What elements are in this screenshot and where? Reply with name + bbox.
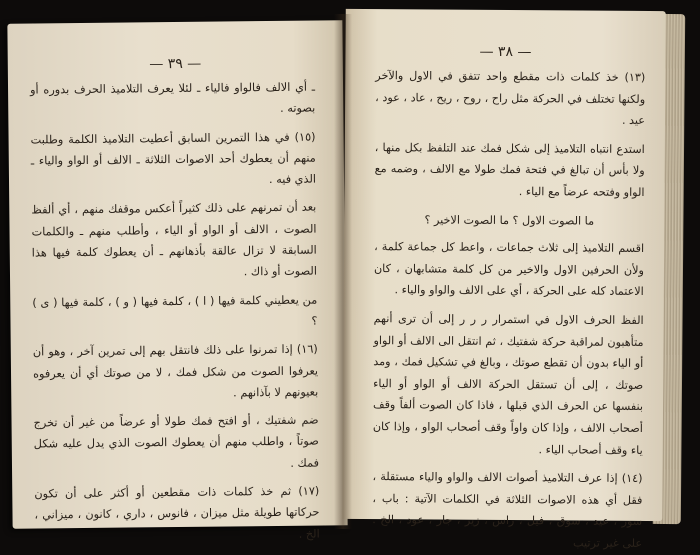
left-paragraph: بعد أن تمرنهم على ذلك كثيراً أعكس موقفك منهم ، أي ألفظ الصوت ، الالف أو الواو أو الياء ، وأطلب منهم ـ والكلمات السابقة لا تزال عالقة بأذهانهم ـ أن يعطوك كلمة فيها هذا الصوت أو ذاك . bbox=[31, 201, 318, 279]
left-page-number: — ٣٩ — bbox=[149, 55, 202, 73]
left-paragraph: (١٧) ثم خذ كلمات ذات مقطعين أو أكثر على أن تكون حركاتها طويلة مثل ميزان ، فانوس ، داري ، كانون ، ميزاني ، الخ . bbox=[34, 484, 320, 541]
left-paragraph: (١٥) في هذا التمرين السابق أعطيت التلاميذ الكلمة وطلبت منهم أن يعطوك أحد الاصوات الثلاثة ـ الالف أو الواو والياء ـ الذي فيه . bbox=[30, 130, 317, 187]
right-paragraph: اقسم التلاميذ إلى ثلاث جماعات ، واعط كل جماعة كلمة ، ولأن الحرفين الاول والاخير من كل كلمة متشابهان ، كان الاعتماد كله على الحركة ، أي على الالف والواو والياء . bbox=[373, 240, 645, 299]
right-paragraph: استدع انتباه التلاميذ إلى شكل فمك عند التلفظ بكل منها ، ولا بأس أن تبالغ في فتحة فمك طولا مع الالف ، وضمه مع الواو وفتحه عرضاً مع الياء . bbox=[374, 140, 645, 199]
left-paragraph: من يعطيني كلمة فيها ( ا ) ، كلمة فيها ( و ) ، كلمة فيها ( ى ) ؟ bbox=[32, 293, 318, 328]
left-paragraph: ـ أي الالف فالواو فالياء ـ لئلا يعرف التلاميذ الحرف بدوره أو بصوته . bbox=[29, 80, 316, 116]
right-paragraph: (١٣) خذ كلمات ذات مقطع واحد تتفق في الاول والآخر ولكنها تختلف في الحركة مثل راح ، روح ، ريح ، عاد ، عود ، عيد . bbox=[375, 69, 646, 128]
right-page-text bbox=[342, 65, 665, 555]
left-page-text bbox=[8, 76, 348, 547]
book-gutter bbox=[334, 14, 352, 529]
left-paragraph: (١٦) إذا تمرنوا على ذلك فانتقل بهم إلى تمرين آخر ، وهو أن يعرفوا الصوت من شكل فمك ، لا من صوتك أي أن يعرفوه بعيونهم لا بآذانهم . bbox=[32, 342, 319, 400]
right-page-number: — ٣٨ — bbox=[479, 43, 532, 61]
right-paragraph: (١٤) إذا عرف التلاميذ أصوات الالف والواو والياء مستقلة ، فقل أي هذه الاصوات الثلاثة في الكلمات الآتية : باب ، سور ، عيد ، سوق ، فيل ، راس ، زير ، جار ، عود ، الخ . على غير ترتيب bbox=[372, 470, 643, 550]
section-heading: ما الصوت الاول ؟ ما الصوت الاخير ؟ bbox=[424, 213, 595, 228]
right-paragraph: الفظ الحرف الاول في استمرار ر ر ر إلى أن ترى أنهم متأهبون لمراقبة حركة شفتيك ، ثم انتقل الى الالف أو الواو أو الياء بدون أن تقطع صوتك ، وبالغ في تشكيل فمك ، ومد صوتك ، إلى أن تستقل الحركة الالف أو الواو أو الياء بنفسها عن الحرف الذي قبلها ، فاذا كان الصوت ألفاً وقف أصحاب الالف ، وإذا كان واواً وقف أصحاب الواو ، وإذا كان ياء وقف أصحاب الياء . bbox=[372, 312, 644, 457]
right-page bbox=[342, 9, 666, 550]
left-page bbox=[7, 20, 347, 541]
left-paragraph: ضم شفتيك ، أو افتح فمك طولا أو عرضاً من غير أن تخرج صوتاً ، واطلب منهم أن يعطوك الصوت الذي يدل عليه شكل فمك . bbox=[33, 413, 320, 470]
